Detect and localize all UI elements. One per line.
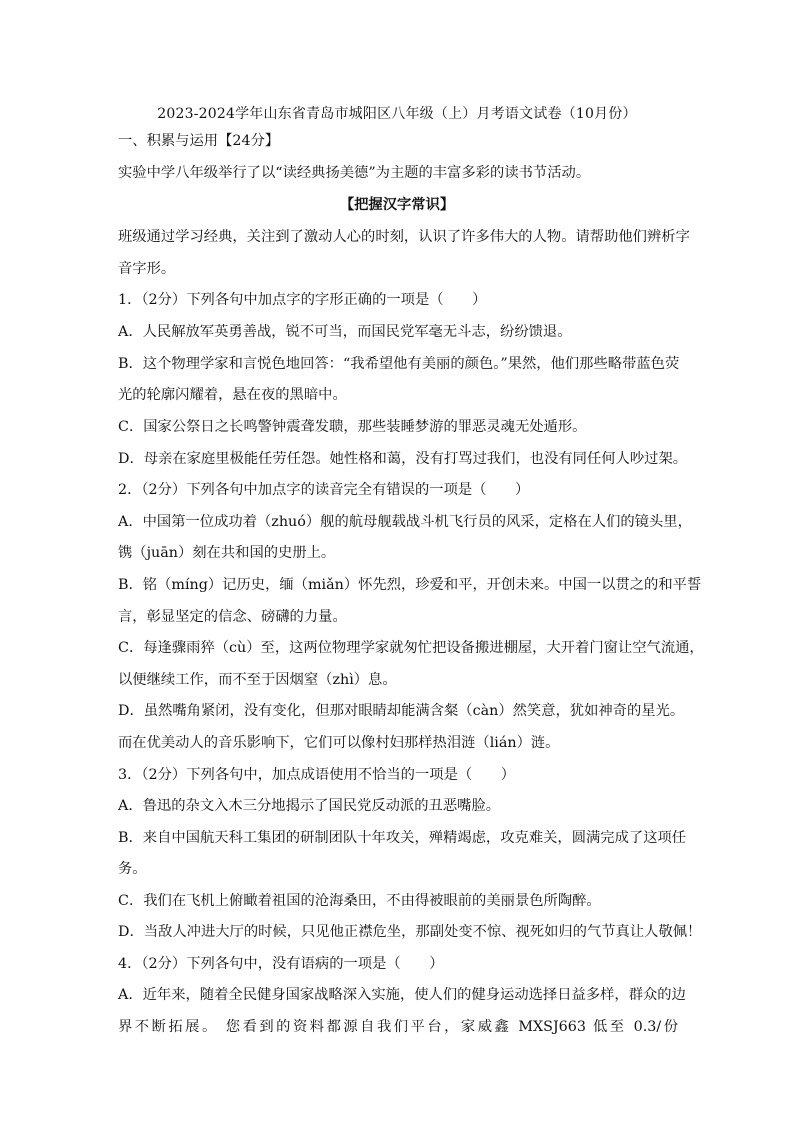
option-d: D．母亲在家庭里极能任劳任怨。她性格和蔼，没有打骂过我们，也没有同任何人吵过架。 — [118, 451, 688, 467]
text-line: 班级通过学习经典，关注到了激动人心的时刻，认识了许多伟大的人物。请帮助他们辨析字 — [118, 229, 690, 245]
option-c: C．我们在飞机上俯瞰着祖国的沧海桑田，不由得被眼前的美丽景色所陶醉。 — [118, 893, 601, 909]
option-b: B．来自中国航天科工集团的研制团队十年攻关，殚精竭虑，攻克难关，圆满完成了这项任 — [118, 830, 687, 846]
option-a: A．近年来，随着全民健身国家战略深入实施，使人们的健身运动选择日益多样，群众的边 — [118, 987, 686, 1003]
option-a-cont-watermark: 界不断拓展。 您看到的资料都源自我们平台，家威鑫 MXSJ663 低至 0.3/份 — [118, 1019, 678, 1035]
option-c: C．每逢骤雨猝（cù）至，这两位物理学家就匆忙把设备搬进棚屋，大开着门窗让空气流通， — [118, 640, 704, 656]
option-b: B．这个物理学家和言悦色地回答：“我希望他有美丽的颜色。”果然，他们那些略带蓝色荧 — [118, 356, 680, 372]
text-line: 音字形。 — [118, 261, 176, 277]
option-d: D．虽然嘴角紧闭，没有变化，但那对眼睛却能满含粲（càn）然笑意，犹如神奇的星光。 — [118, 703, 685, 719]
section-heading: 一、积累与运用【24分】 — [118, 133, 280, 149]
question-1: 1．（2分）下列各句中加点字的字形正确的一项是（ ） — [118, 292, 487, 308]
option-d-cont: 而在优美动人的音乐影响下，它们可以像村妇那样热泪涟（lián）涟。 — [118, 735, 560, 751]
option-b-cont: 光的轮廓闪耀着，悬在夜的黑暗中。 — [118, 387, 347, 403]
option-a: A．中国第一位成功着（zhuó）舰的航母舰载战斗机飞行员的风采，定格在人们的镜头里， — [118, 514, 692, 530]
option-b-cont: 言，彰显坚定的信念、磅礴的力量。 — [118, 609, 347, 625]
option-a: A．鲁迅的杂文入木三分地揭示了国民党反动派的丑恶嘴脸。 — [118, 798, 501, 814]
option-c: C．国家公祭日之长鸣警钟震聋发聩，那些装睡梦游的罪恶灵魂无处遁形。 — [118, 419, 587, 435]
option-a: A．人民解放军英勇善战，锐不可当，而国民党军毫无斗志，纷纷馈退。 — [118, 324, 572, 340]
subsection-heading: 【把握汉字常识】 — [339, 197, 455, 213]
question-2: 2．（2分）下列各句中加点字的读音完全有错误的一项是（ ） — [118, 482, 530, 498]
question-3: 3．（2分）下列各句中，加点成语使用不恰当的一项是（ ） — [118, 767, 516, 783]
exam-title: 2023-2024学年山东省青岛市城阳区八年级（上）月考语文试卷（10月份） — [157, 106, 637, 122]
option-b: B．铭（míng）记历史，缅（miǎn）怀先烈，珍爱和平，开创未来。中国一以贯之的和平誓 — [118, 577, 702, 593]
option-b-cont: 务。 — [118, 861, 147, 877]
question-4: 4．（2分）下列各句中，没有语病的一项是（ ） — [118, 956, 444, 972]
option-d: D．当敌人冲进大厅的时候，只见他正襟危坐，那副处变不惊、视死如归的气节真让人敬佩！ — [118, 924, 702, 940]
intro-line: 实验中学八年级举行了以“读经典扬美德”为主题的丰富多彩的读书节活动。 — [118, 165, 591, 181]
option-a-cont: 镌（juān）刻在共和国的史册上。 — [118, 545, 336, 561]
option-c-cont: 以便继续工作，而不至于因烟窒（zhì）息。 — [118, 672, 397, 688]
